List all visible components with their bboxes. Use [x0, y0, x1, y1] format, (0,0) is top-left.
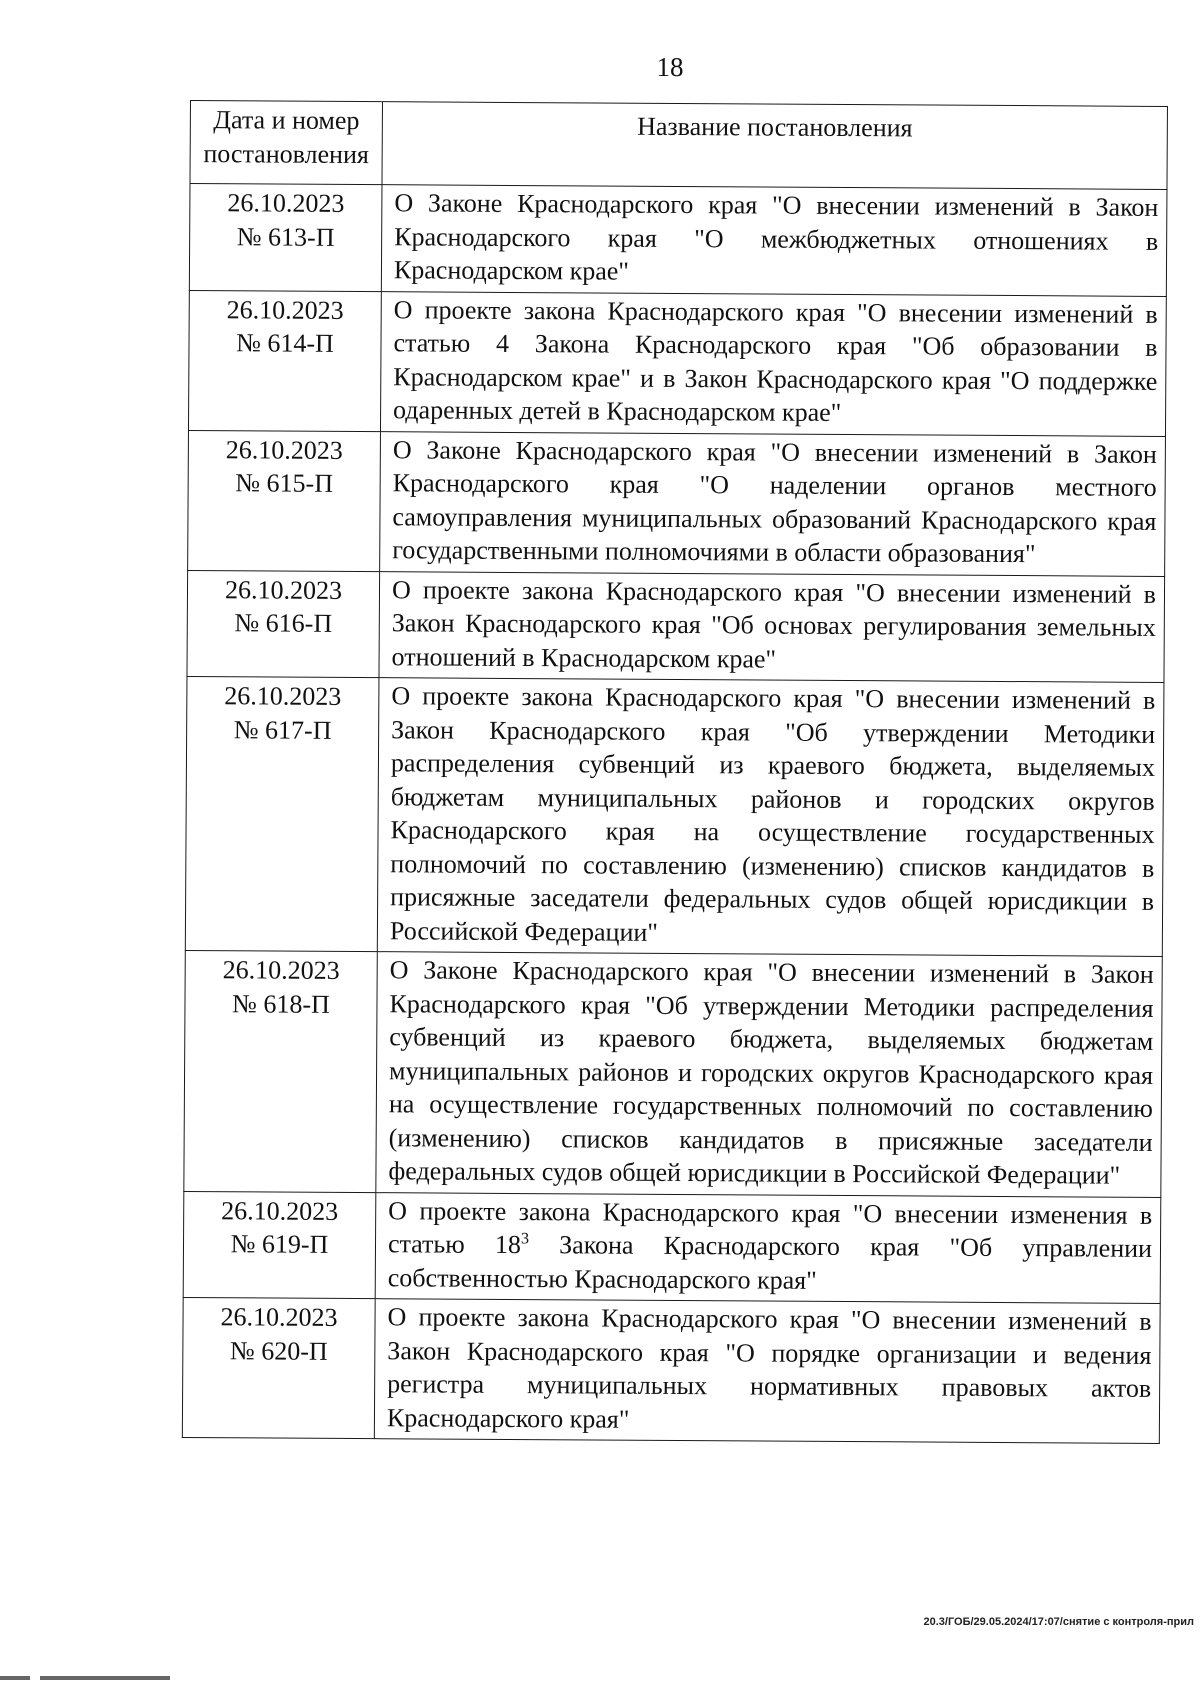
- date-number-cell: [188, 430, 381, 571]
- scan-edge-mark: [40, 1676, 170, 1680]
- resolution-title: О Законе Краснодарского края "О внесении изменений в Закон Краснодарского края "Об утверждении Методики распределения субвенций из краевого бюджета, выделяемых бюджетам муниципальных районов и городских округов Краснодарского края на осуществление государственных полномочий по составлению (изменению) списков кандидатов в присяжные заседатели федеральных судов общей юрисдикции в Российской Федерации": [376, 952, 1162, 1197]
- resolution-date: 26.10.2023: [221, 1195, 339, 1226]
- resolution-title: О проекте закона Краснодарского края "О внесении изменений в Закон Краснодарского края "О порядке организации и ведения регистра муниципальных нормативных правовых актов Краснодарского края": [374, 1299, 1160, 1444]
- resolution-number: № 614-П: [236, 328, 334, 358]
- table-row: [185, 676, 1164, 956]
- resolutions-table: [182, 100, 1168, 1444]
- date-number-cell: [187, 570, 380, 678]
- table-row: [182, 1297, 1160, 1443]
- header-title: Название постановления: [382, 102, 1167, 190]
- resolution-date: 26.10.2023: [222, 955, 340, 985]
- table-row: [187, 570, 1165, 682]
- resolution-number: № 615-П: [235, 468, 334, 498]
- resolution-date: 26.10.2023: [224, 681, 342, 711]
- resolution-date: 26.10.2023: [227, 188, 345, 218]
- page-number: 18: [656, 52, 684, 82]
- resolution-title: О проекте закона Краснодарского края "О внесении изменений в Закон Краснодарского края "Об основах регулирования земельных отношений в Краснодарском крае": [379, 571, 1165, 682]
- resolution-title: О проекте закона Краснодарского края "О внесении изменений в статью 4 Закона Краснодарского края "Об образовании в Краснодарском крае" и в Закон Краснодарского края "О поддержке одаренных детей в Краснодарском крае": [380, 291, 1166, 436]
- header-date-number: Дата и номер постановления: [190, 101, 383, 185]
- date-number-cell: [183, 1191, 376, 1299]
- table-header-row: [190, 101, 1167, 190]
- resolution-number: № 617-П: [233, 714, 332, 745]
- table-row: [188, 430, 1166, 576]
- table-row: [184, 950, 1162, 1196]
- footer-control-code: 20.3/ГОБ/29.05.2024/17:07/снятие с контроля-прил: [923, 1616, 1194, 1628]
- resolution-title: О проекте закона Краснодарского края "О внесении изменений в Закон Краснодарского края "Об утверждении Методики распределения субвенций из краевого бюджета, выделяемых бюджетам муниципальных районов и городских округов Краснодарского края на осуществление государственных полномочий по составлению (изменению) списков кандидатов в присяжные заседатели федеральных судов общей юрисдикции в Российской Федерации": [377, 678, 1164, 957]
- scan-edge-mark: [0, 1676, 30, 1680]
- resolution-date: 26.10.2023: [225, 434, 343, 465]
- table-row: [188, 290, 1166, 436]
- table-row: [183, 1191, 1161, 1303]
- resolution-date: 26.10.2023: [226, 294, 344, 325]
- resolution-number: № 619-П: [230, 1229, 329, 1259]
- resolution-number: № 616-П: [234, 608, 333, 638]
- article-superscript: 3: [520, 1230, 530, 1248]
- resolution-number: № 620-П: [229, 1335, 328, 1366]
- date-number-cell: [189, 184, 382, 292]
- date-number-cell: [188, 290, 381, 431]
- date-number-cell: [184, 950, 377, 1192]
- resolution-title: О Законе Краснодарского края "О внесении изменений в Закон Краснодарского края "О наделении органов местного самоуправления муниципальных образований Краснодарского края государственными полномочиями в области образования": [380, 431, 1166, 576]
- resolution-number: № 613-П: [236, 221, 335, 252]
- table-row: [189, 184, 1167, 296]
- resolution-number: № 618-П: [232, 988, 330, 1019]
- resolution-date: 26.10.2023: [224, 574, 343, 605]
- resolution-title: [375, 1192, 1161, 1303]
- date-number-cell: [185, 676, 379, 951]
- resolution-title-part: О проекте закона Краснодарского края "О внесении изменения в статью 18: [387, 1195, 1153, 1260]
- resolution-date: 26.10.2023: [220, 1302, 338, 1332]
- date-number-cell: [182, 1297, 375, 1438]
- resolution-title: О Законе Краснодарского края "О внесении изменений в Закон Краснодарского края "О межбюджетных отношениях в Краснодарском крае": [381, 185, 1167, 296]
- resolution-title-part: Закона Краснодарского края "Об управлении собственностью Краснодарского края": [387, 1230, 1153, 1295]
